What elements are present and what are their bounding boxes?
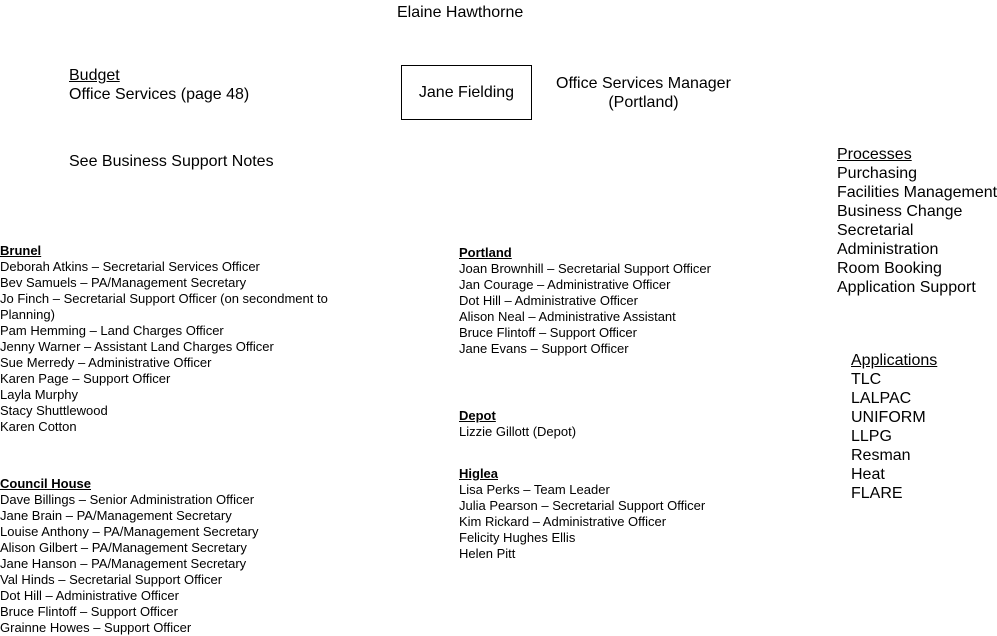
team-member: Dot Hill – Administrative Officer <box>0 588 179 603</box>
team-member: Helen Pitt <box>459 546 516 561</box>
process-item: Room Booking <box>837 260 942 277</box>
team-member: Lizzie Gillott (Depot) <box>459 424 577 439</box>
top-manager-name: Elaine Hawthorne <box>397 4 524 21</box>
team-heading: Portland <box>459 245 512 260</box>
team-member: Lisa Perks – Team Leader <box>459 482 610 497</box>
team-council-house <box>0 476 258 636</box>
team-member: Kim Rickard – Administrative Officer <box>459 514 667 529</box>
team-member: Louise Anthony – PA/Management Secretary <box>0 524 259 539</box>
team-member: Alison Neal – Administrative Assistant <box>459 309 676 324</box>
process-item: Secretarial <box>837 222 914 239</box>
team-member: Grainne Howes – Support Officer <box>0 620 192 635</box>
team-depot <box>459 408 576 440</box>
team-higlea <box>459 466 705 562</box>
budget-line: Office Services (page 48) <box>69 86 250 103</box>
manager-role-line1: Office Services Manager <box>556 75 731 92</box>
team-member: Dave Billings – Senior Administration Officer <box>0 492 255 507</box>
team-heading: Council House <box>0 476 92 491</box>
team-brunel <box>0 243 328 435</box>
team-portland <box>459 245 711 357</box>
team-member: Dot Hill – Administrative Officer <box>459 293 638 308</box>
budget-heading: Budget <box>69 67 120 84</box>
team-member: Sue Merredy – Administrative Officer <box>0 355 212 370</box>
team-member: Karen Cotton <box>0 419 77 434</box>
process-item: Facilities Management <box>837 184 997 201</box>
team-member: Stacy Shuttlewood <box>0 403 108 418</box>
team-member: Bev Samuels – PA/Management Secretary <box>0 275 247 290</box>
team-heading: Higlea <box>459 466 499 481</box>
team-member: Planning) <box>0 307 55 322</box>
business-support-notes: See Business Support Notes <box>69 153 274 170</box>
manager-role <box>556 74 731 112</box>
team-member: Alison Gilbert – PA/Management Secretary <box>0 540 247 555</box>
team-member: Jo Finch – Secretarial Support Officer (on secondment to <box>0 291 328 306</box>
team-member: Jan Courage – Administrative Officer <box>459 277 671 292</box>
application-item: Heat <box>851 466 885 483</box>
budget-block <box>69 66 249 104</box>
application-item: UNIFORM <box>851 409 926 426</box>
team-member: Joan Brownhill – Secretarial Support Officer <box>459 261 711 276</box>
team-member: Jenny Warner – Assistant Land Charges Officer <box>0 339 274 354</box>
process-item: Administration <box>837 241 939 258</box>
team-member: Bruce Flintoff – Support Officer <box>459 325 637 340</box>
team-member: Pam Hemming – Land Charges Officer <box>0 323 224 338</box>
manager-box-name: Jane Fielding <box>418 84 515 101</box>
manager-role-line2: (Portland) <box>608 94 679 111</box>
team-member: Karen Page – Support Officer <box>0 371 171 386</box>
team-member: Jane Hanson – PA/Management Secretary <box>0 556 247 571</box>
manager-box <box>401 65 532 120</box>
processes-heading: Processes <box>837 146 912 163</box>
application-item: LLPG <box>851 428 892 445</box>
process-item: Purchasing <box>837 165 918 182</box>
applications-list <box>851 351 937 503</box>
application-item: FLARE <box>851 485 903 502</box>
application-item: TLC <box>851 371 882 388</box>
applications-heading: Applications <box>851 352 938 369</box>
team-member: Felicity Hughes Ellis <box>459 530 576 545</box>
team-member: Jane Evans – Support Officer <box>459 341 629 356</box>
processes-list <box>837 145 997 297</box>
team-member: Deborah Atkins – Secretarial Services Officer <box>0 259 260 274</box>
team-member: Julia Pearson – Secretarial Support Officer <box>459 498 706 513</box>
process-item: Business Change <box>837 203 963 220</box>
process-item: Application Support <box>837 279 976 296</box>
team-member: Bruce Flintoff – Support Officer <box>0 604 178 619</box>
team-heading: Depot <box>459 408 496 423</box>
team-member: Layla Murphy <box>0 387 79 402</box>
team-member: Val Hinds – Secretarial Support Officer <box>0 572 223 587</box>
application-item: Resman <box>851 447 911 464</box>
team-member: Jane Brain – PA/Management Secretary <box>0 508 232 523</box>
application-item: LALPAC <box>851 390 912 407</box>
team-heading: Brunel <box>0 243 42 258</box>
